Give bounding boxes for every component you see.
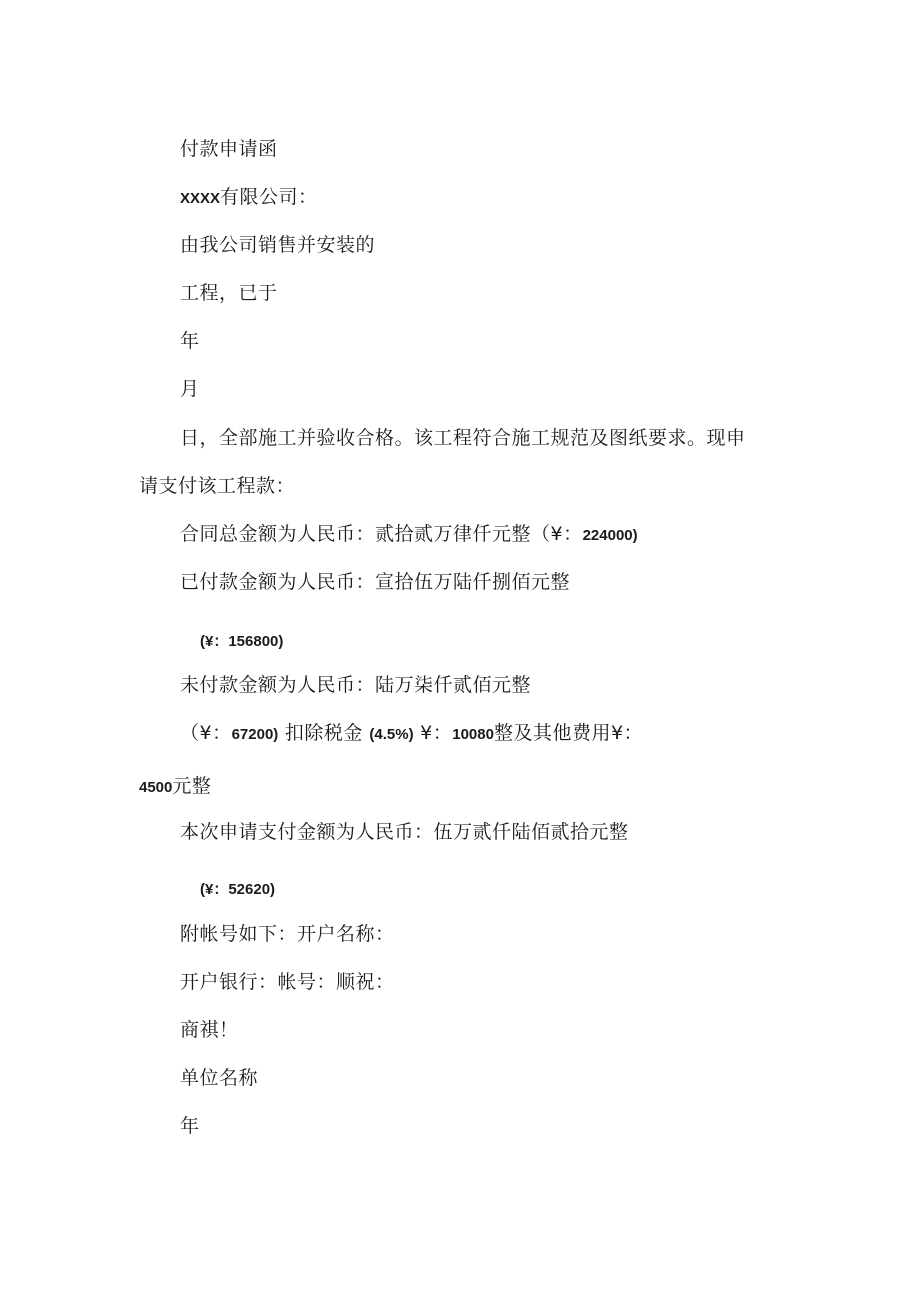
contract-total-line	[180, 522, 638, 548]
body-month: 月	[180, 378, 200, 400]
current-request-line: 本次申请支付金额为人民币：伍万贰仟陆佰贰拾元整	[180, 821, 629, 843]
other-fee-label: 整及其他费用¥：	[493, 722, 644, 744]
unpaid-open: （¥：	[180, 722, 232, 744]
body-line-5: 日，全部施工并验收合格。该工程符合施工规范及图纸要求。现申	[180, 427, 746, 449]
recipient-line	[180, 185, 318, 211]
tax-rate: (4.5%)	[369, 726, 414, 743]
signature-unit-name: 单位名称	[180, 1067, 259, 1089]
body-line-6: 请支付该工程款：	[139, 475, 296, 497]
closing-greeting: 商祺！	[180, 1019, 239, 1041]
current-request-figure: (¥：52620)	[200, 881, 276, 898]
recipient-company: XXXX	[180, 190, 221, 207]
recipient-suffix: 有限公司：	[220, 186, 318, 208]
unpaid-amount: 67200)	[231, 726, 279, 743]
account-line-2: 开户银行：帐号：顺祝：	[180, 971, 395, 993]
account-line-1: 附帐号如下：开户名称：	[180, 923, 395, 945]
tax-amount: 10080	[452, 726, 494, 743]
paid-amount-figure: (¥：156800)	[200, 633, 284, 650]
contract-total-label: 合同总金额为人民币：贰拾贰万律仟元整（¥：	[180, 523, 583, 545]
contract-total-amount: 224000)	[582, 527, 638, 544]
unpaid-amount-line: 未付款金额为人民币：陆万柒仟贰佰元整	[180, 674, 532, 696]
paid-amount-line: 已付款金额为人民币：宣拾伍万陆仟捌佰元整	[180, 571, 571, 593]
tax-yen: ¥：	[420, 722, 453, 744]
body-line-1: 由我公司销售并安装的	[180, 234, 376, 256]
other-fee-suffix: 元整	[172, 775, 212, 797]
other-fee-amount: 4500	[139, 779, 173, 796]
letter-title: 付款申请函	[180, 138, 278, 160]
signature-date-year: 年	[180, 1115, 200, 1137]
unpaid-deduction-line	[180, 721, 643, 747]
other-fee-line	[139, 774, 211, 800]
body-year: 年	[180, 330, 200, 352]
body-line-2: 工程，已于	[180, 282, 278, 304]
tax-deduct-label: 扣除税金	[284, 722, 363, 744]
